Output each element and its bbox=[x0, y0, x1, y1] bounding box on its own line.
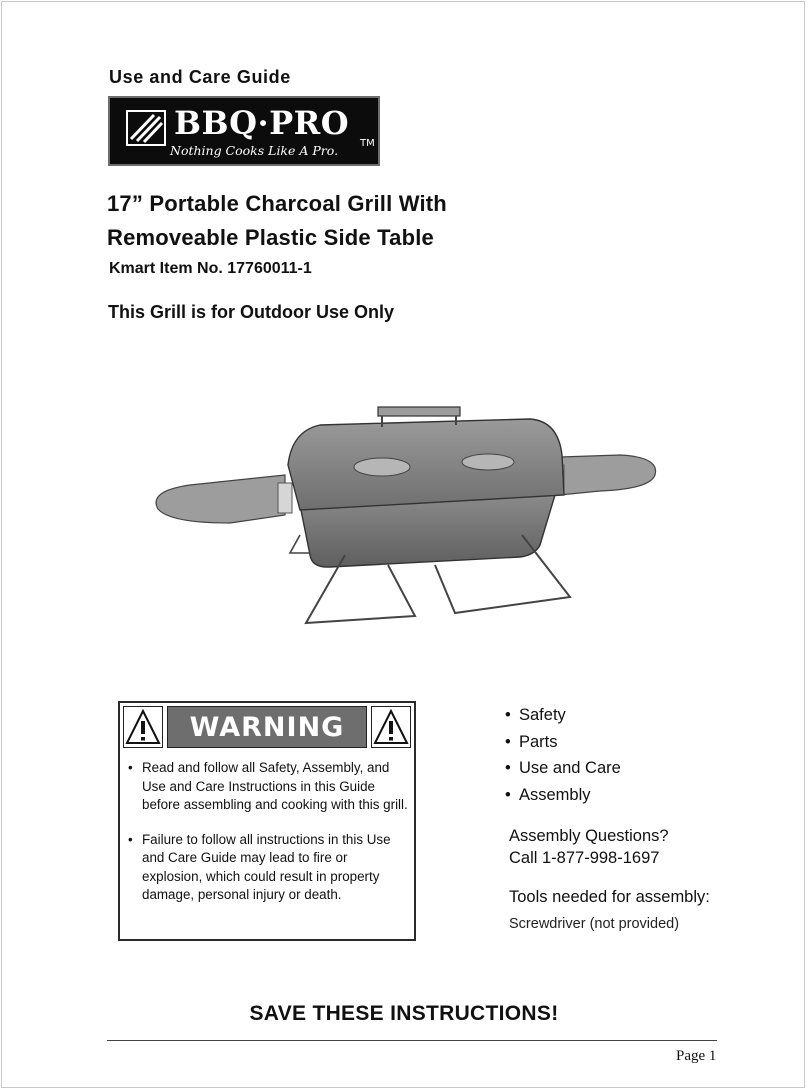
assembly-questions-label: Assembly Questions? bbox=[509, 827, 669, 845]
page-number: Page 1 bbox=[676, 1048, 717, 1064]
warning-triangle-icon bbox=[123, 706, 163, 748]
product-title-line-1: 17” Portable Charcoal Grill With bbox=[107, 191, 447, 216]
topic-item-parts: • Parts bbox=[505, 729, 621, 756]
logo-brand-name: BBQ·PRO bbox=[174, 104, 350, 142]
topic-item-safety: • Safety bbox=[505, 702, 621, 729]
product-title-line-2: Removeable Plastic Side Table bbox=[107, 225, 434, 250]
topic-item-use-and-care: • Use and Care bbox=[505, 755, 621, 782]
warning-title-band bbox=[167, 706, 367, 748]
guide-label: Use and Care Guide bbox=[109, 67, 291, 87]
tools-heading: Tools needed for assembly: bbox=[509, 888, 710, 906]
warning-list bbox=[128, 759, 410, 921]
brand-logo bbox=[108, 96, 380, 166]
item-number: Kmart Item No. 17760011-1 bbox=[109, 260, 312, 277]
tools-value: Screwdriver (not provided) bbox=[509, 916, 680, 932]
outdoor-use-note: This Grill is for Outdoor Use Only bbox=[108, 302, 395, 322]
topics-list bbox=[505, 702, 621, 808]
warning-header bbox=[123, 706, 411, 748]
warning-title: WARNING bbox=[189, 712, 345, 743]
topic-item-assembly: • Assembly bbox=[505, 782, 621, 809]
support-phone: Call 1-877-998-1697 bbox=[509, 849, 660, 867]
grill-illustration bbox=[150, 395, 662, 635]
warning-item: • Failure to follow all instructions in this Use and Care Guide may lead to fire or explosion, which could result in property damage, personal injury or death. bbox=[128, 831, 410, 905]
save-instructions-notice: SAVE THESE INSTRUCTIONS! bbox=[249, 1002, 559, 1025]
warning-item: • Read and follow all Safety, Assembly, and Use and Care Instructions in this Guide before assembling and cooking with this grill. bbox=[128, 759, 410, 815]
assembly-questions bbox=[509, 825, 669, 869]
logo-tagline: Nothing Cooks Like A Pro. bbox=[170, 143, 339, 158]
logo-trademark: TM bbox=[360, 138, 375, 149]
warning-triangle-icon bbox=[371, 706, 411, 748]
warning-box bbox=[118, 701, 416, 941]
footer-divider bbox=[107, 1040, 717, 1041]
grill-stripes-icon bbox=[126, 110, 166, 146]
